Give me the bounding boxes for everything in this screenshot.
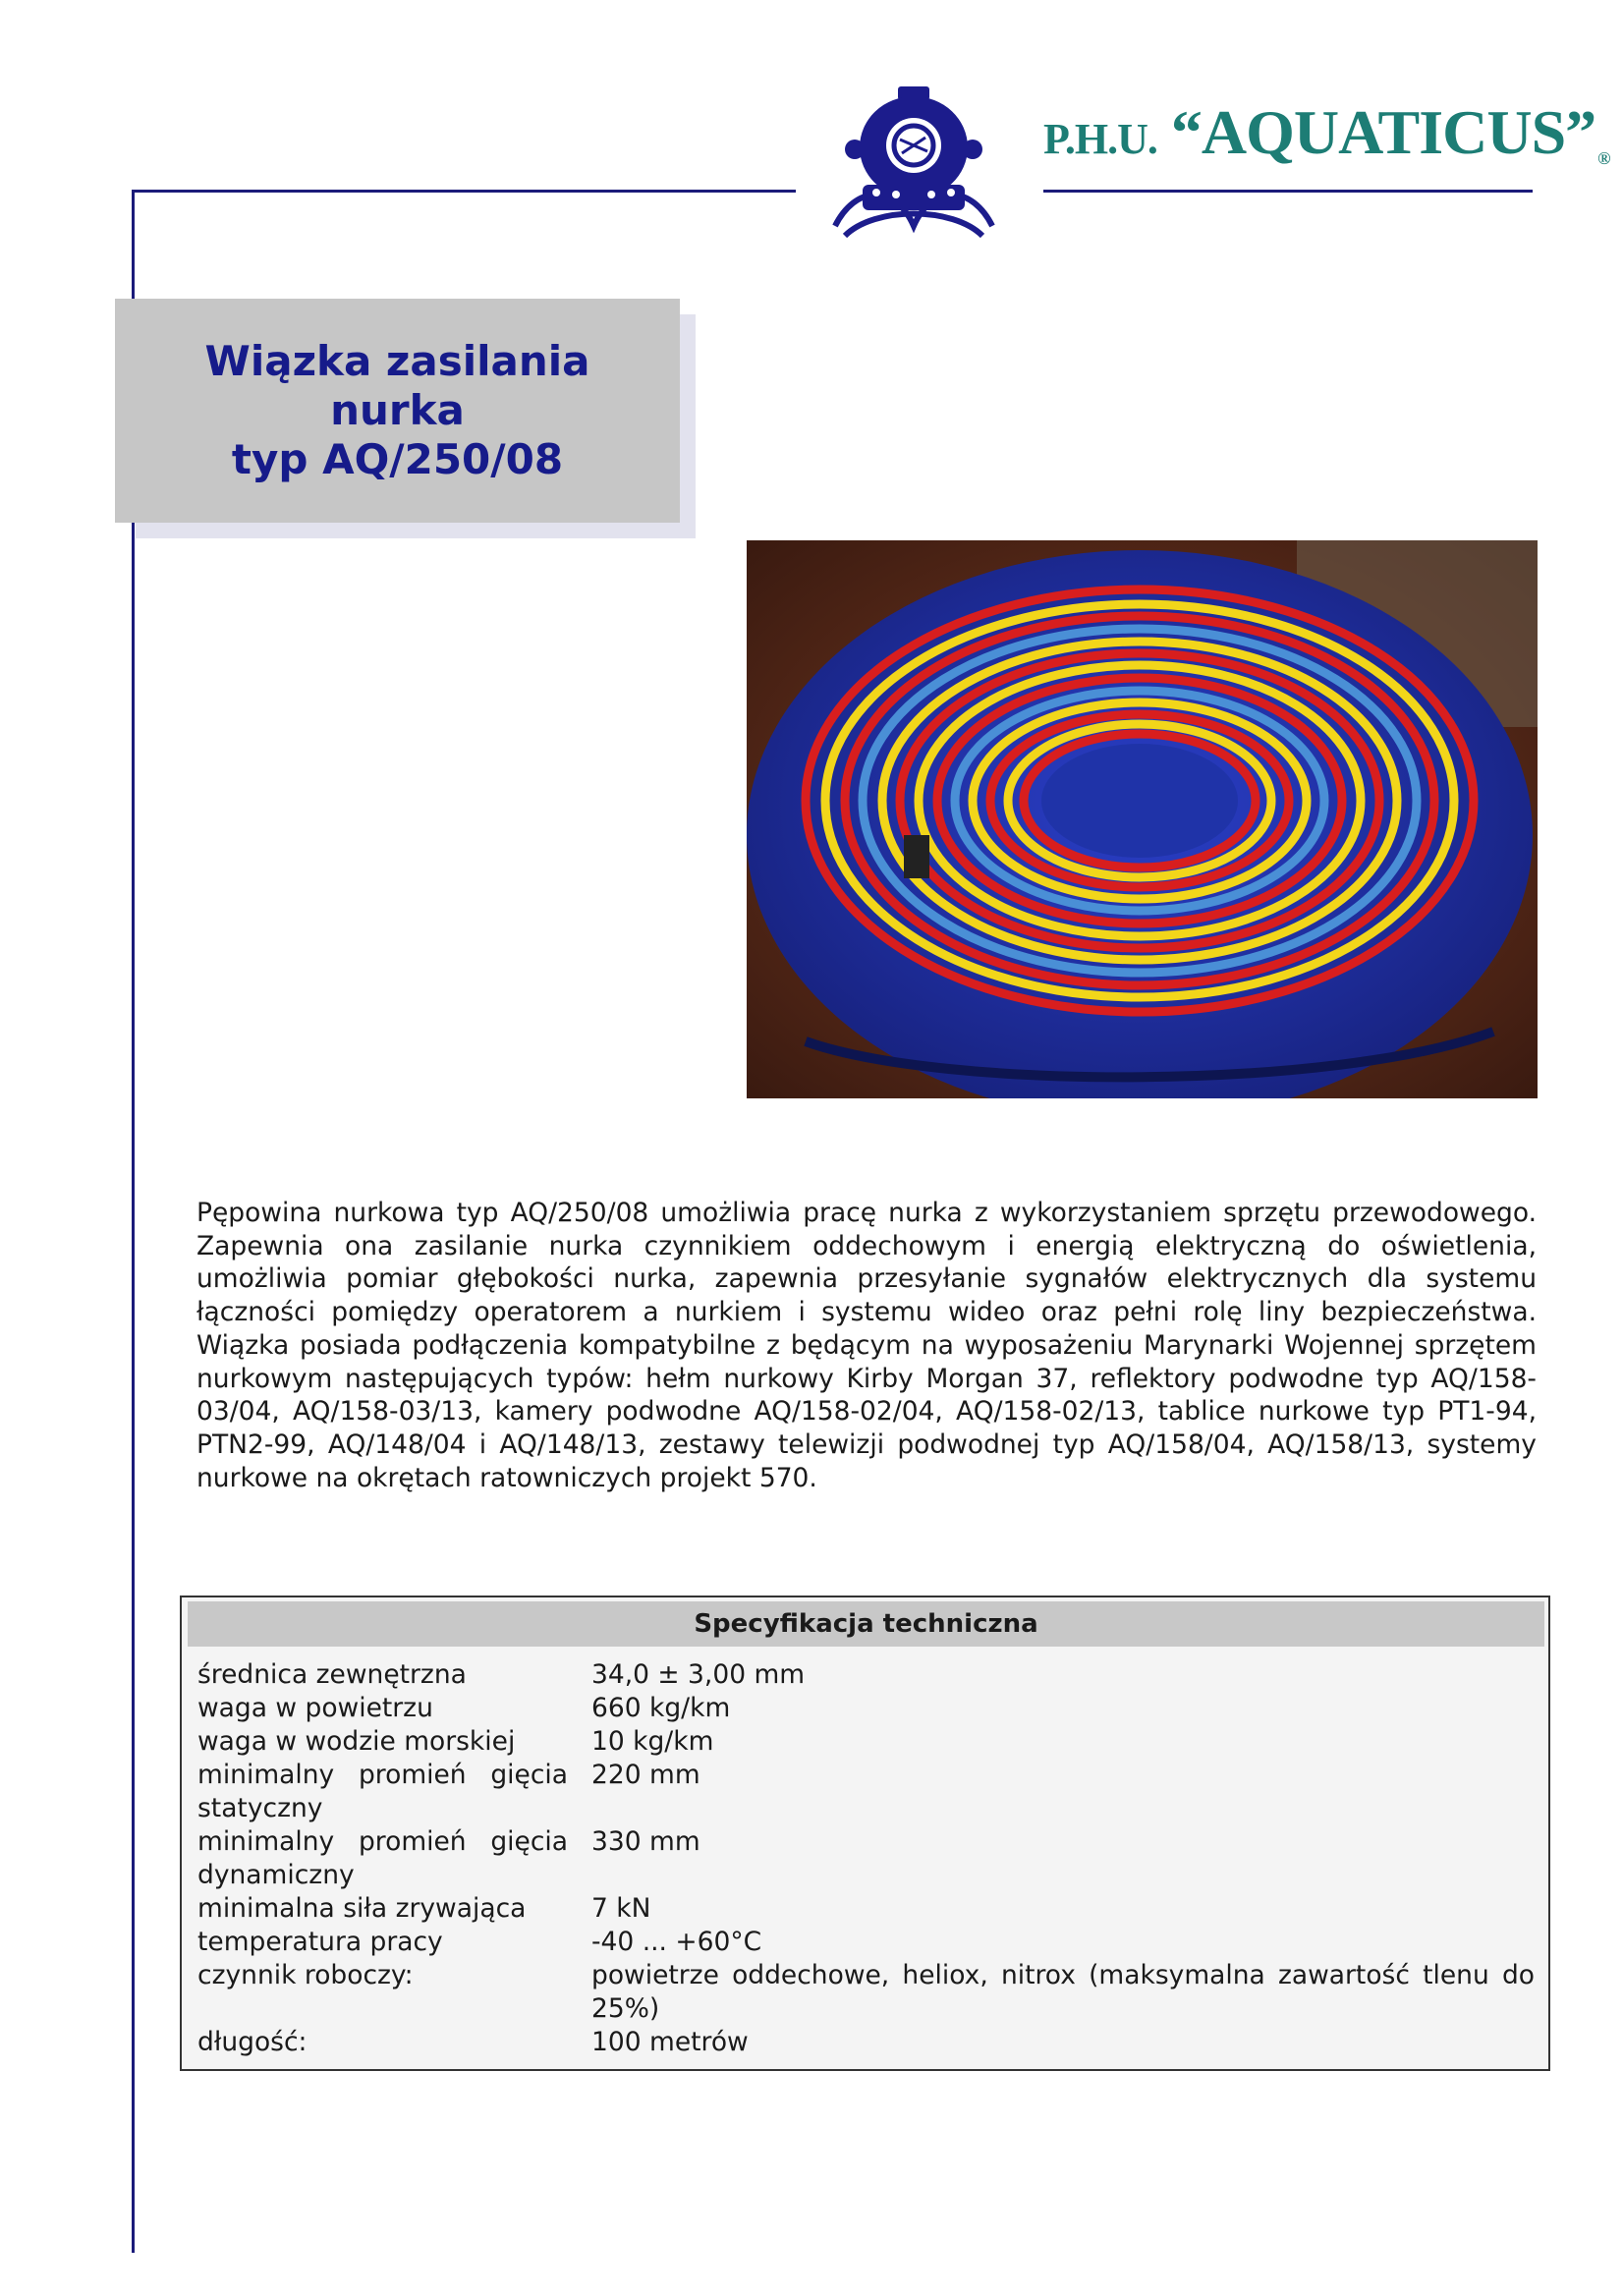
registered-mark: ®: [1597, 148, 1610, 168]
spec-value: 10 kg/km: [591, 1726, 714, 1757]
spec-value: 100 metrów: [591, 2027, 749, 2057]
title-line-3: typ AQ/250/08: [231, 435, 564, 483]
product-photo: [747, 540, 1538, 1098]
spec-row: [197, 2026, 1535, 2059]
spec-value: 34,0 ± 3,00 mm: [591, 1659, 806, 1690]
title-line-1: Wiązka zasilania: [204, 337, 590, 385]
spec-row: [197, 1725, 1535, 1759]
company-name: “AQUATICUS”: [1170, 97, 1596, 167]
company-prefix: P.H.U.: [1043, 115, 1157, 163]
title-box: [115, 299, 680, 523]
spec-label: minimalny promień gięcia dynamiczny: [197, 1826, 568, 1890]
spec-value: -40 ... +60°C: [591, 1927, 762, 1957]
spec-row: [197, 1926, 1535, 1959]
spec-label: minimalny promień gięcia statyczny: [197, 1760, 568, 1823]
company-logo-text: [1043, 96, 1610, 169]
spec-table: [180, 1596, 1550, 2071]
title-line-2: nurka: [330, 386, 465, 434]
spec-heading: Specyfikacja techniczna: [188, 1601, 1544, 1647]
spec-value: 660 kg/km: [591, 1693, 731, 1723]
page-title: [205, 337, 590, 484]
diving-helmet-logo: [815, 79, 1012, 246]
spec-row: [197, 1692, 1535, 1725]
spec-row: [197, 1892, 1535, 1926]
spec-value: 220 mm: [591, 1760, 700, 1790]
product-description: Pępowina nurkowa typ AQ/250/08 umożliwia pracę nurka z wykorzystaniem sprzętu przewodowego. Zapewnia ona zasilanie nurka czynnikiem oddechowym i energią elektryczną do oświetlenia, umożliwia pomiar głębokości nurka, zapewnia przesyłanie sygnałów elektrycznych dla systemu łączności pomiędzy operatorem a nurkiem i systemu wideo oraz pełni rolę liny bezpieczeństwa. Wiązka posiada podłączenia kompatybilne z będącym na wyposażeniu Marynarki Wojennej sprzętem nurkowym następujących typów: hełm nurkowy Kirby Morgan 37, reflektory podwodne typ AQ/158-03/04, AQ/158-03/13, kamery podwodne AQ/158-02/04, AQ/158-02/13, tablice nurkowe typ PT1-94, PTN2-99, AQ/148/04 i AQ/148/13, zestawy telewizji podwodnej typ AQ/158/04, AQ/158/13, systemy nurkowe na okrętach ratowniczych projekt 570.: [196, 1198, 1537, 1493]
spec-label: temperatura pracy: [197, 1927, 443, 1957]
spec-value: 7 kN: [591, 1893, 651, 1924]
spec-label: waga w powietrzu: [197, 1693, 433, 1723]
spec-label: średnica zewnętrzna: [197, 1659, 467, 1690]
spec-row: [197, 1658, 1535, 1692]
spec-row: [197, 1959, 1535, 2026]
spec-label: minimalna siła zrywająca: [197, 1893, 527, 1924]
spec-value: 330 mm: [591, 1826, 700, 1857]
spec-row: [197, 1759, 1535, 1825]
spec-value: powietrze oddechowe, heliox, nitrox (maksymalna zawartość tlenu do 25%): [591, 1960, 1535, 2024]
spec-label: waga w wodzie morskiej: [197, 1726, 516, 1757]
spec-label: czynnik roboczy:: [197, 1960, 414, 1990]
top-border-line-left: [132, 190, 796, 193]
spec-label: długość:: [197, 2027, 308, 2057]
top-border-line-right: [1043, 190, 1533, 193]
spec-row: [197, 1825, 1535, 1892]
spec-rows: [197, 1658, 1535, 2059]
